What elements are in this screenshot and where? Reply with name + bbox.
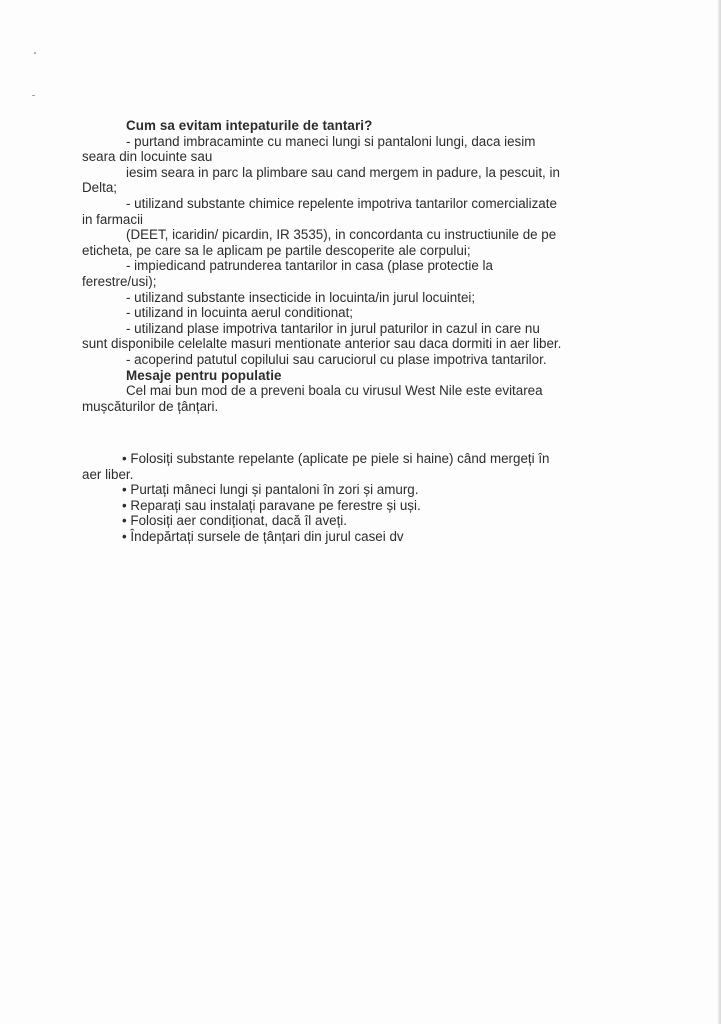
paragraph-line: - utilizand plase impotriva tantarilor in jurul paturilor in cazul in care nu [126,320,540,336]
population-messages-list [82,451,602,545]
scan-speck [34,52,36,54]
section-heading: Mesaje pentru populatie [126,367,282,383]
bullet-continuation: aer liber. [82,466,134,482]
intro-line: mușcăturilor de țânțari. [82,398,219,414]
section-heading: Cum sa evitam intepaturile de tantari? [126,118,373,133]
paragraph-line: (DEET, icaridin/ picardin, IR 3535), in concordanta cu instructiunile de pe [126,227,557,243]
bullet-item: • Folosiți aer condiționat, dacă îl aveți. [122,513,348,529]
paragraph-line: - acoperind patutul copilului sau caruciorul cu plase impotriva tantarilor. [126,351,547,367]
paragraph-line: ferestre/usi); [82,273,157,289]
paragraph-line: in farmacii [82,211,144,227]
intro-line: Cel mai bun mod de a preveni boala cu virusul West Nile este evitarea [126,383,543,399]
paragraph-line: eticheta, pe care sa le aplicam pe partile descoperite ale corpului; [82,242,471,258]
paragraph-line: seara din locuinte sau [82,149,213,165]
bullet-item: • Reparați sau instalați paravane pe ferestre și uși. [122,497,421,513]
paragraph-line: - utilizand substante chimice repelente impotriva tantarilor comercializate [126,195,557,211]
paragraph-line: - purtand imbracaminte cu maneci lungi si pantaloni lungi, daca iesim [126,133,536,149]
mosquito-prevention-section [82,118,602,414]
bullet-item: • Îndepărtați sursele de țânțari din jurul casei dv [122,528,404,544]
paragraph-line: - utilizand substante insecticide in locuinta/in jurul locuintei; [126,289,476,305]
paragraph-line: - utilizand in locuinta aerul conditionat; [126,305,354,321]
paragraph-line: Delta; [82,180,117,196]
paragraph-line: iesim seara in parc la plimbare sau cand mergem in padure, la pescuit, in [126,164,560,180]
scan-speck [32,95,35,96]
bullet-item: • Folosiți substante repelante (aplicate pe piele si haine) când mergeți în [122,451,550,466]
paragraph-line: sunt disponibile celelalte masuri mentionate anterior sau daca dormiti in aer liber. [82,336,562,352]
bullet-item: • Purtați mâneci lungi și pantaloni în zori și amurg. [122,482,419,498]
paragraph-line: - impiedicand patrunderea tantarilor in casa (plase protectie la [126,258,493,274]
